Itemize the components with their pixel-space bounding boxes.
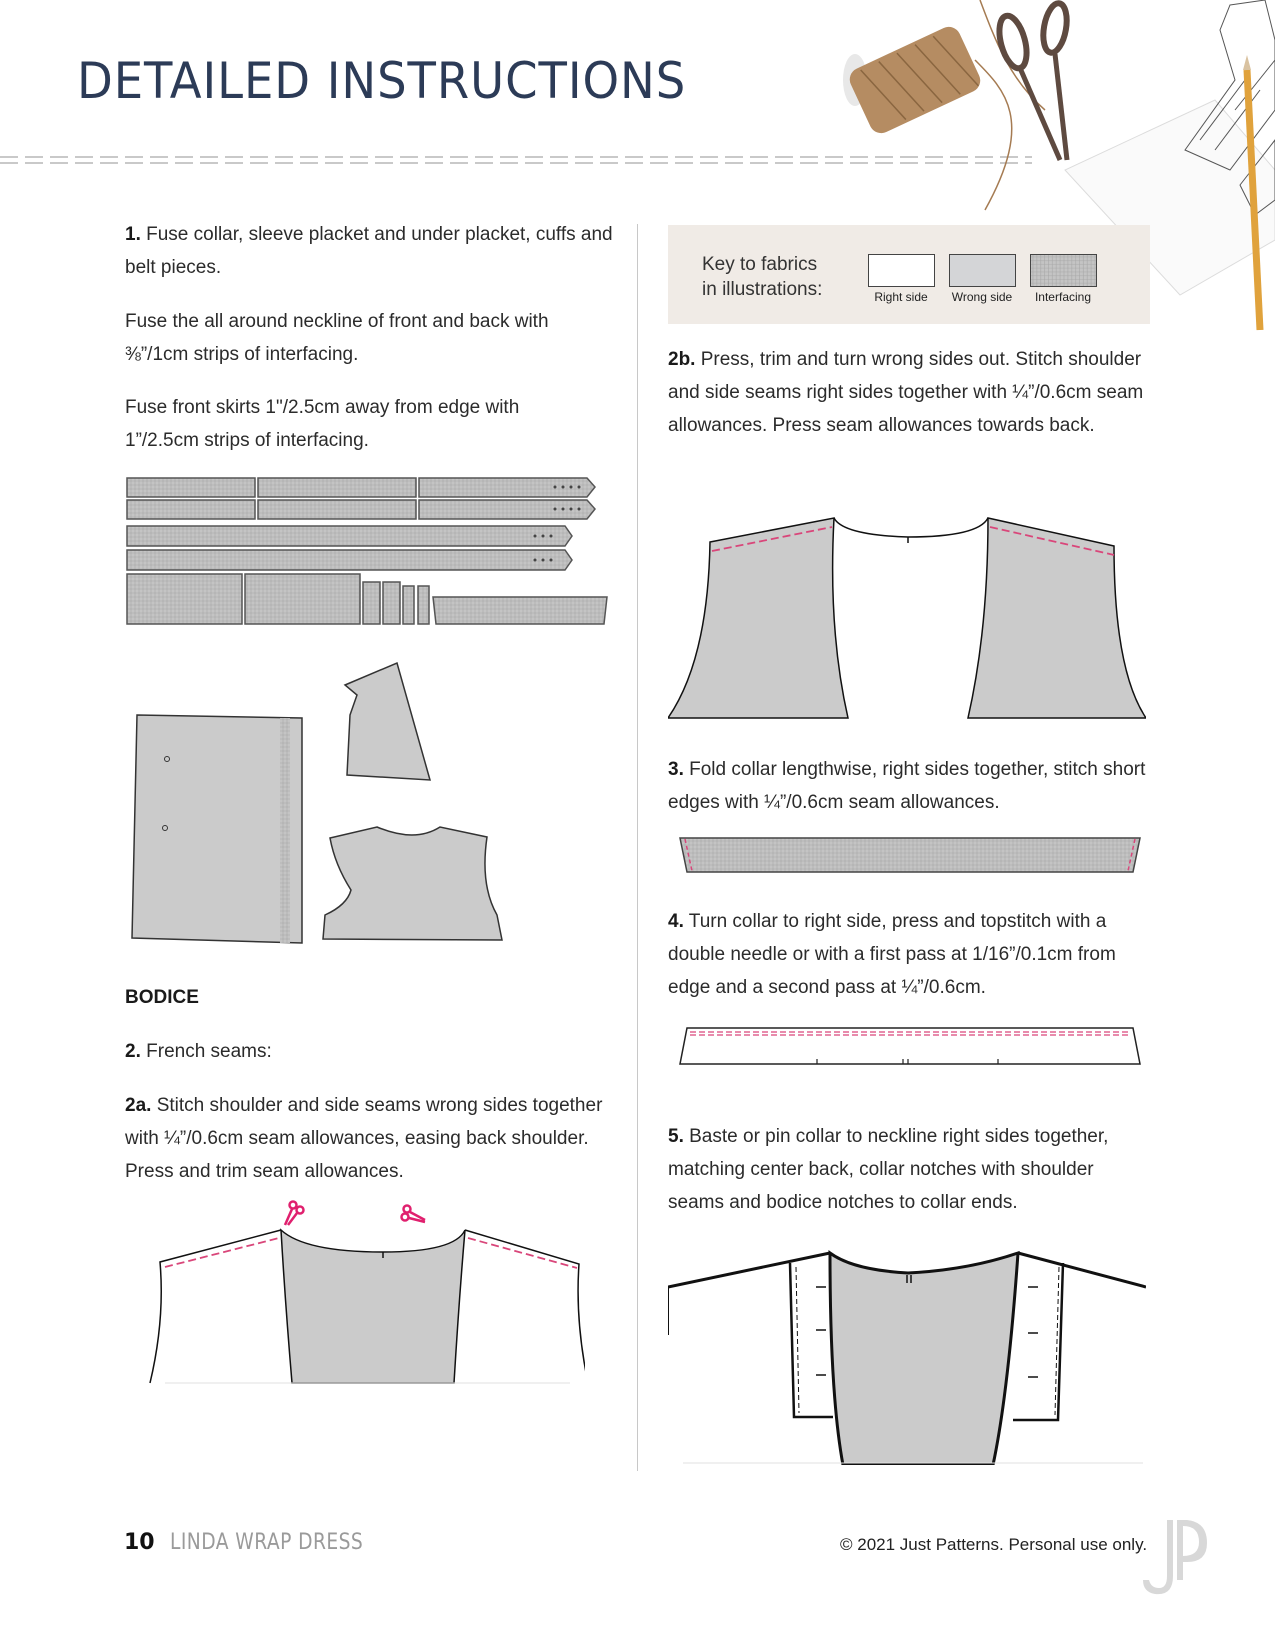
swatch-label-right-side: Right side: [874, 290, 928, 304]
belt-piece: [127, 526, 572, 546]
fabric-key-label-line1: Key to fabrics: [702, 254, 818, 275]
step-2b-illustration: [668, 510, 1146, 720]
step-2: [125, 1035, 615, 1068]
front-bodice-right: [465, 1230, 585, 1383]
step-text: Fuse collar, sleeve placket and under placket, cuffs and belt pieces.: [125, 224, 613, 278]
thread-spool-icon: [843, 0, 1045, 210]
back-bodice: [281, 1230, 465, 1383]
step-text: French seams:: [140, 1041, 272, 1062]
waistband-piece: [433, 597, 607, 624]
swatch-label-interfacing: Interfacing: [1034, 290, 1092, 304]
step-text: Turn collar to right side, press and topstitch with a double needle or with a first pass at 1/16”/0.1cm from edge and a second pass at ¼”/0.6cm.: [668, 911, 1116, 998]
step-number: 4.: [668, 911, 684, 932]
swatch-wrong-side: [949, 254, 1016, 287]
skirt-bodice-pieces-illustration: [125, 625, 515, 945]
belt-piece: [419, 500, 595, 519]
front-bodice-left: [150, 1230, 281, 1383]
step-3-collar-illustration: [675, 835, 1145, 875]
collar-piece: [245, 574, 360, 624]
swatch-label-wrong-side: Wrong side: [951, 290, 1013, 304]
back-bodice: [830, 1253, 1018, 1465]
front-bodice-piece: [323, 827, 502, 940]
step-3: [668, 753, 1148, 819]
section-heading-bodice: BODICE: [125, 987, 199, 1008]
cuff-piece: [258, 478, 416, 497]
fabric-key-label-line2: in illustrations:: [702, 279, 823, 300]
pattern-name: LINDA WRAP DRESS: [170, 1530, 364, 1555]
interfaced-pieces-illustration: [125, 475, 610, 630]
step-number: 2b.: [668, 349, 696, 370]
front-bodice-left: [668, 518, 848, 718]
placket-piece: [418, 586, 429, 624]
cuff-piece: [127, 500, 255, 519]
copyright-notice: © 2021 Just Patterns. Personal use only.: [840, 1535, 1148, 1554]
swatch-interfacing: [1030, 254, 1097, 287]
scissors-icon: [402, 1206, 426, 1223]
step-5: [668, 1120, 1148, 1219]
cuff-piece: [258, 500, 416, 519]
step-4: [668, 905, 1148, 1004]
cuff-piece: [127, 478, 255, 497]
step-text: Stitch shoulder and side seams wrong sides together with ¼”/0.6cm seam allowances, easing back shoulder. Press and trim seam allowances.: [125, 1095, 603, 1182]
just-patterns-logo: [1135, 1518, 1215, 1598]
front-skirt-piece: [132, 715, 302, 943]
step-text: Fold collar lengthwise, right sides together, stitch short edges with ¼”/0.6cm seam allowances.: [668, 759, 1146, 813]
step-2a: [125, 1089, 615, 1188]
page-title: DETAILED INSTRUCTIONS: [77, 52, 687, 110]
step-1-neckline: Fuse the all around neckline of front and back with ⅜”/1cm strips of interfacing.: [125, 311, 549, 365]
step-1: [125, 218, 615, 284]
step-2b: [668, 343, 1148, 442]
step-5-illustration: [668, 1245, 1146, 1465]
scissors-photo-icon: [994, 1, 1070, 160]
placket-piece: [403, 586, 414, 624]
step-number: 2a.: [125, 1095, 152, 1116]
step-text: Press, trim and turn wrong sides out. Stitch shoulder and side seams right sides together with ¼”/0.6cm seam allowances. Press seam allowances towards back.: [668, 349, 1144, 436]
fabric-key: [668, 225, 1150, 324]
step-number: 1.: [125, 224, 141, 245]
scissors-icon: [285, 1202, 304, 1226]
placket-piece: [383, 582, 400, 624]
collar-piece: [127, 574, 242, 624]
fabric-key-label: [702, 252, 822, 302]
column-divider: [637, 224, 638, 1471]
placket-piece: [363, 582, 380, 624]
belt-piece: [419, 478, 595, 497]
step-number: 3.: [668, 759, 684, 780]
swatch-right-side: [868, 254, 935, 287]
page-number: 10: [124, 1530, 155, 1555]
step-1-skirts: Fuse front skirts 1"/2.5cm away from edge with 1”/2.5cm strips of interfacing.: [125, 397, 520, 451]
sleeve-piece: [345, 663, 430, 780]
front-bodice-right: [968, 518, 1146, 718]
step-number: 5.: [668, 1126, 684, 1147]
step-text: Baste or pin collar to neckline right sides together, matching center back, collar notches with shoulder seams and bodice notches to collar ends.: [668, 1126, 1109, 1213]
step-2a-illustration: [145, 1200, 585, 1390]
belt-piece: [127, 550, 572, 570]
step-number: 2.: [125, 1041, 141, 1062]
step-4-collar-illustration: [675, 1025, 1145, 1067]
